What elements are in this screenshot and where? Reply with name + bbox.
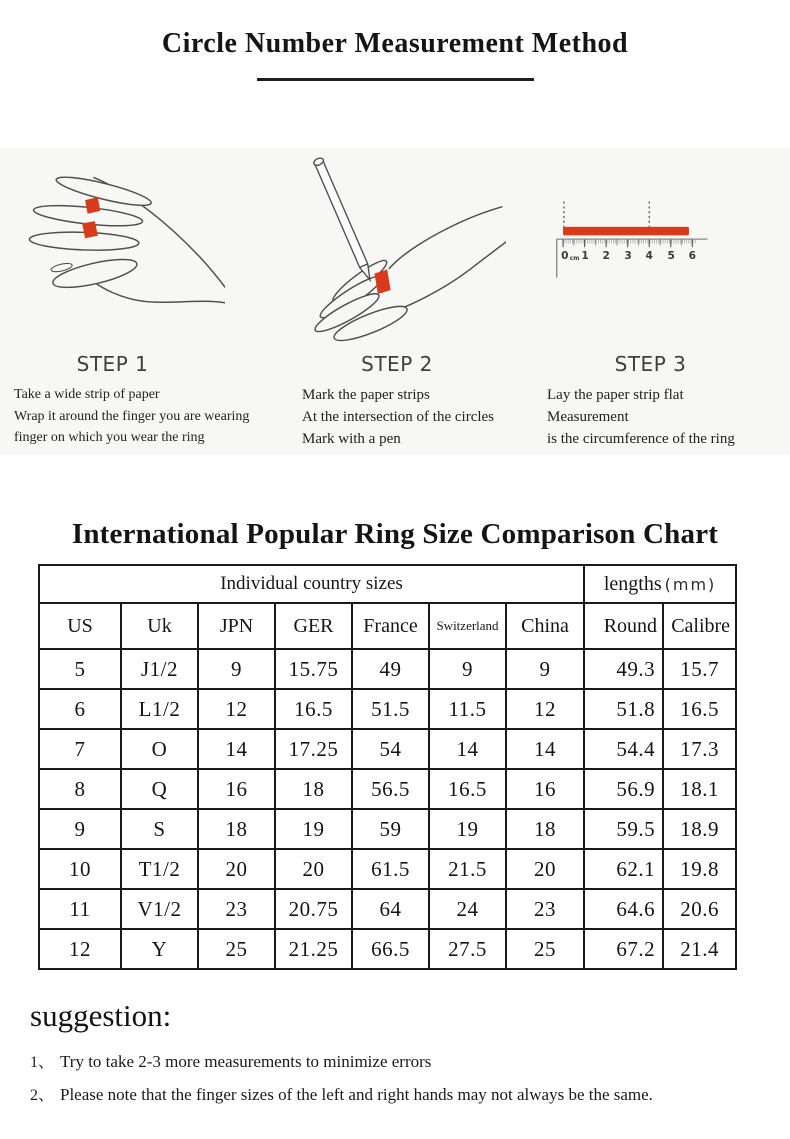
chart-title: International Popular Ring Size Comparison Chart xyxy=(71,518,719,550)
table-cell: 18.9 xyxy=(663,809,736,849)
column-header-switzerland: Switzerland xyxy=(429,603,506,649)
table-cell: 14 xyxy=(429,729,506,769)
step-2-text xyxy=(280,384,540,450)
hand-with-paper-strip-illustration xyxy=(0,162,225,334)
step-2-illustration-area xyxy=(280,148,514,348)
table-cell: L1/2 xyxy=(121,689,198,729)
table-cell: 51.8 xyxy=(584,689,663,729)
table-cell: 67.2 xyxy=(584,929,663,969)
table-cell: 64 xyxy=(352,889,429,929)
table-cell: 51.5 xyxy=(352,689,429,729)
table-cell: 20 xyxy=(506,849,584,889)
table-cell: 21.25 xyxy=(275,929,352,969)
table-cell: 49 xyxy=(352,649,429,689)
table-row xyxy=(39,729,736,769)
table-cell: 56.5 xyxy=(352,769,429,809)
step-line: finger on which you wear the ring xyxy=(14,430,205,445)
table-cell: 16 xyxy=(198,769,275,809)
step-1-inner xyxy=(0,148,225,378)
ruler-number: 6 xyxy=(688,249,696,262)
table-row xyxy=(39,809,736,849)
table-cell: 9 xyxy=(506,649,584,689)
step-1-text xyxy=(0,384,280,449)
table-cell: 9 xyxy=(39,809,121,849)
suggestion-list xyxy=(30,1049,790,1105)
table-cell: 19.8 xyxy=(663,849,736,889)
column-header-calibre: Calibre xyxy=(663,603,736,649)
table-cell: S xyxy=(121,809,198,849)
table-row xyxy=(39,889,736,929)
table-cell: 16.5 xyxy=(429,769,506,809)
table-cell: 18.1 xyxy=(663,769,736,809)
group-header-lengths xyxy=(584,565,736,603)
table-cell: 11.5 xyxy=(429,689,506,729)
step-line: Take a wide strip of paper xyxy=(14,387,160,402)
table-cell: 61.5 xyxy=(352,849,429,889)
table-row xyxy=(39,649,736,689)
table-cell: 12 xyxy=(506,689,584,729)
step-line: Measurement xyxy=(547,409,629,425)
step-line: Wrap it around the finger you are wearing xyxy=(14,408,250,424)
ruler-illustration xyxy=(547,187,754,309)
column-header-france: France xyxy=(352,603,429,649)
table-cell: 9 xyxy=(429,649,506,689)
table-cell: 17.25 xyxy=(275,729,352,769)
table-cell: 62.1 xyxy=(584,849,663,889)
step-2-heading: STEP 2 xyxy=(361,352,433,376)
title-underline xyxy=(257,78,534,81)
ruler-number: 4 xyxy=(645,249,653,262)
column-header-uk: Uk xyxy=(121,603,198,649)
ruler-number: 0 xyxy=(561,249,569,262)
suggestion-section xyxy=(30,998,790,1105)
table-cell: J1/2 xyxy=(121,649,198,689)
table-cell: 54.4 xyxy=(584,729,663,769)
table-row xyxy=(39,769,736,809)
paper-strip xyxy=(563,227,689,235)
lengths-label: lengths xyxy=(603,572,662,595)
column-header-us: US xyxy=(39,603,121,649)
mm-ticks xyxy=(563,240,696,245)
step-line: Lay the paper strip flat xyxy=(547,387,684,403)
table-cell: 18 xyxy=(506,809,584,849)
hand-with-pen-illustration xyxy=(288,150,506,346)
step-column-2 xyxy=(280,148,540,455)
table-cell: 16.5 xyxy=(663,689,736,729)
table-column-header-row xyxy=(39,603,736,649)
step-3-heading: STEP 3 xyxy=(614,352,687,376)
table-cell: 64.6 xyxy=(584,889,663,929)
table-cell: 14 xyxy=(506,729,584,769)
step-line: At the intersection of the circles xyxy=(302,409,495,425)
suggestion-item xyxy=(30,1049,790,1072)
table-cell: 12 xyxy=(39,929,121,969)
table-row xyxy=(39,849,736,889)
ring-size-table xyxy=(38,564,737,970)
ruler-number: 1 xyxy=(581,249,589,262)
ruler-number: 2 xyxy=(602,249,610,262)
item-text: Try to take 2-3 more measurements to minimize errors xyxy=(60,1052,432,1071)
ruler-number: 3 xyxy=(624,249,632,262)
ruler-unit: cm xyxy=(569,255,580,262)
table-cell: O xyxy=(121,729,198,769)
table-cell: 20.6 xyxy=(663,889,736,929)
table-cell: 18 xyxy=(275,769,352,809)
table-cell: 6 xyxy=(39,689,121,729)
table-cell: 12 xyxy=(198,689,275,729)
table-row xyxy=(39,689,736,729)
table-cell: 56.9 xyxy=(584,769,663,809)
table-cell: 16 xyxy=(506,769,584,809)
table-cell: 20.75 xyxy=(275,889,352,929)
table-cell: 49.3 xyxy=(584,649,663,689)
step-1-heading: STEP 1 xyxy=(76,352,149,376)
table-cell: Y xyxy=(121,929,198,969)
table-cell: 21.5 xyxy=(429,849,506,889)
paper-strip-mark xyxy=(374,270,390,295)
step-line: Mark the paper strips xyxy=(302,387,430,403)
table-cell: 19 xyxy=(275,809,352,849)
steps-band xyxy=(0,148,790,455)
table-cell: 17.3 xyxy=(663,729,736,769)
step-3-illustration-area xyxy=(547,148,754,348)
step-2-inner xyxy=(280,148,540,378)
column-header-round: Round xyxy=(584,603,663,649)
table-cell: 10 xyxy=(39,849,121,889)
table-row xyxy=(39,929,736,969)
item-text: Please note that the finger sizes of the left and right hands may not always be the same. xyxy=(60,1085,653,1104)
pen-icon xyxy=(313,157,370,280)
table-cell: 16.5 xyxy=(275,689,352,729)
table-cell: 15.75 xyxy=(275,649,352,689)
header xyxy=(0,0,790,148)
table-cell: 54 xyxy=(352,729,429,769)
table-cell: 59 xyxy=(352,809,429,849)
column-header-china: China xyxy=(506,603,584,649)
table-cell: 19 xyxy=(429,809,506,849)
table-cell: 7 xyxy=(39,729,121,769)
step-1-illustration-area xyxy=(0,148,225,348)
table-cell: T1/2 xyxy=(121,849,198,889)
table-cell: 27.5 xyxy=(429,929,506,969)
table-cell: 21.4 xyxy=(663,929,736,969)
table-cell: 20 xyxy=(198,849,275,889)
table-cell: 25 xyxy=(506,929,584,969)
table-cell: 23 xyxy=(198,889,275,929)
step-3-inner xyxy=(540,148,790,378)
ruler-number: 5 xyxy=(667,249,675,262)
table-cell: Q xyxy=(121,769,198,809)
page-title: Circle Number Measurement Method xyxy=(161,28,629,59)
table-cell: 5 xyxy=(39,649,121,689)
table-cell: V1/2 xyxy=(121,889,198,929)
table-cell: 66.5 xyxy=(352,929,429,969)
table-cell: 9 xyxy=(198,649,275,689)
suggestion-heading: suggestion: xyxy=(30,998,172,1033)
table-cell: 23 xyxy=(506,889,584,929)
table-cell: 11 xyxy=(39,889,121,929)
item-marker: 2、 xyxy=(30,1087,55,1104)
column-header-ger: GER xyxy=(275,603,352,649)
suggestion-item xyxy=(30,1082,790,1105)
step-3-text xyxy=(540,384,790,450)
step-column-3 xyxy=(540,148,790,455)
item-marker: 1、 xyxy=(30,1054,55,1071)
table-cell: 15.7 xyxy=(663,649,736,689)
table-cell: 59.5 xyxy=(584,809,663,849)
step-line: Mark with a pen xyxy=(302,431,401,447)
step-column-1 xyxy=(0,148,280,455)
table-cell: 25 xyxy=(198,929,275,969)
step-line: is the circumference of the ring xyxy=(547,431,735,447)
group-header-country-sizes: Individual country sizes xyxy=(39,565,584,603)
column-header-jpn: JPN xyxy=(198,603,275,649)
table-cell: 24 xyxy=(429,889,506,929)
table-group-header-row xyxy=(39,565,736,603)
table-cell: 18 xyxy=(198,809,275,849)
table-cell: 14 xyxy=(198,729,275,769)
table-cell: 8 xyxy=(39,769,121,809)
lengths-unit: (mm) xyxy=(664,574,717,594)
table-cell: 20 xyxy=(275,849,352,889)
